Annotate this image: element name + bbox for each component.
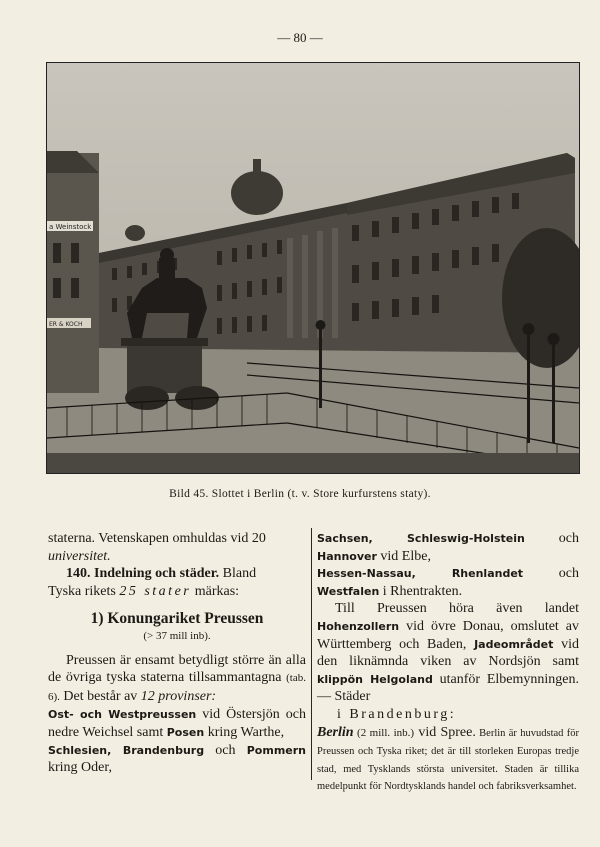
para-sachsen: Sachsen, Schleswig-Holstein och Hannover vid Elbe,	[317, 531, 579, 564]
para-vetenskapen: staterna. Vetenskapen omhuldas vid 20 universitet.	[48, 531, 266, 564]
para-hohenzollern: Till Preussen höra även landet Hohenzollern vid övre Donau, omslutet av Württemberg och Baden, Jadeområdet vid den liknämnda viken av Nordsjön samt klippön Helgoland utanför Elbemynningen. — Städer	[317, 601, 580, 705]
figure-caption: Bild 45. Slottet i Berlin (t. v. Store kurfurstens staty).	[169, 488, 431, 500]
para-ostpreussen: Ost- och Westpreussen vid Östersjön och nedre Weichsel samt Posen kring Warthe,	[48, 707, 307, 740]
left-column	[48, 530, 306, 777]
right-column	[317, 530, 579, 795]
para-preussen: Preussen är ensamt betydligt större än alla de övriga tyska staterna tillsammantagna (tab. 6). Det består av 12 provinser:	[48, 652, 306, 704]
para-schlesien: Schlesien, Brandenburg och Pommern kring Oder,	[48, 742, 306, 776]
palace-photo	[46, 62, 580, 474]
section-heading: 140. Indelning och städer.	[66, 566, 220, 582]
sign-weinstock: a Weinstock	[49, 223, 92, 231]
palace-dome	[231, 171, 283, 215]
state-heading: 1) Konungariket Preussen	[90, 610, 264, 628]
para-berlin: Berlin (2 mill. inb.) vid Spree. Berlin är huvudstad för Preussen och Tyska riket; det är till storleken Europas tredje stad, med Tysklands största universitet. Staden är tillika medelpunkt för Nordtysklands handel och fabriksverksamhet.	[317, 724, 580, 793]
state-population: (> 37 mill inb).	[143, 629, 211, 642]
page-number: — 80 —	[277, 30, 323, 45]
left-building	[47, 153, 99, 393]
para-hessen: Hessen-Nassau, Rhenlandet och Westfalen i Rhentrakten.	[317, 566, 579, 599]
sign-shop: ER & KOCH	[49, 321, 83, 328]
subsection-brandenburg: i Brandenburg:	[337, 706, 457, 722]
statue-pedestal	[127, 343, 202, 393]
column-divider	[311, 528, 312, 780]
section-140: 140. Indelning och städer. Bland Tyska rikets 25 stater märkas:	[48, 566, 257, 599]
